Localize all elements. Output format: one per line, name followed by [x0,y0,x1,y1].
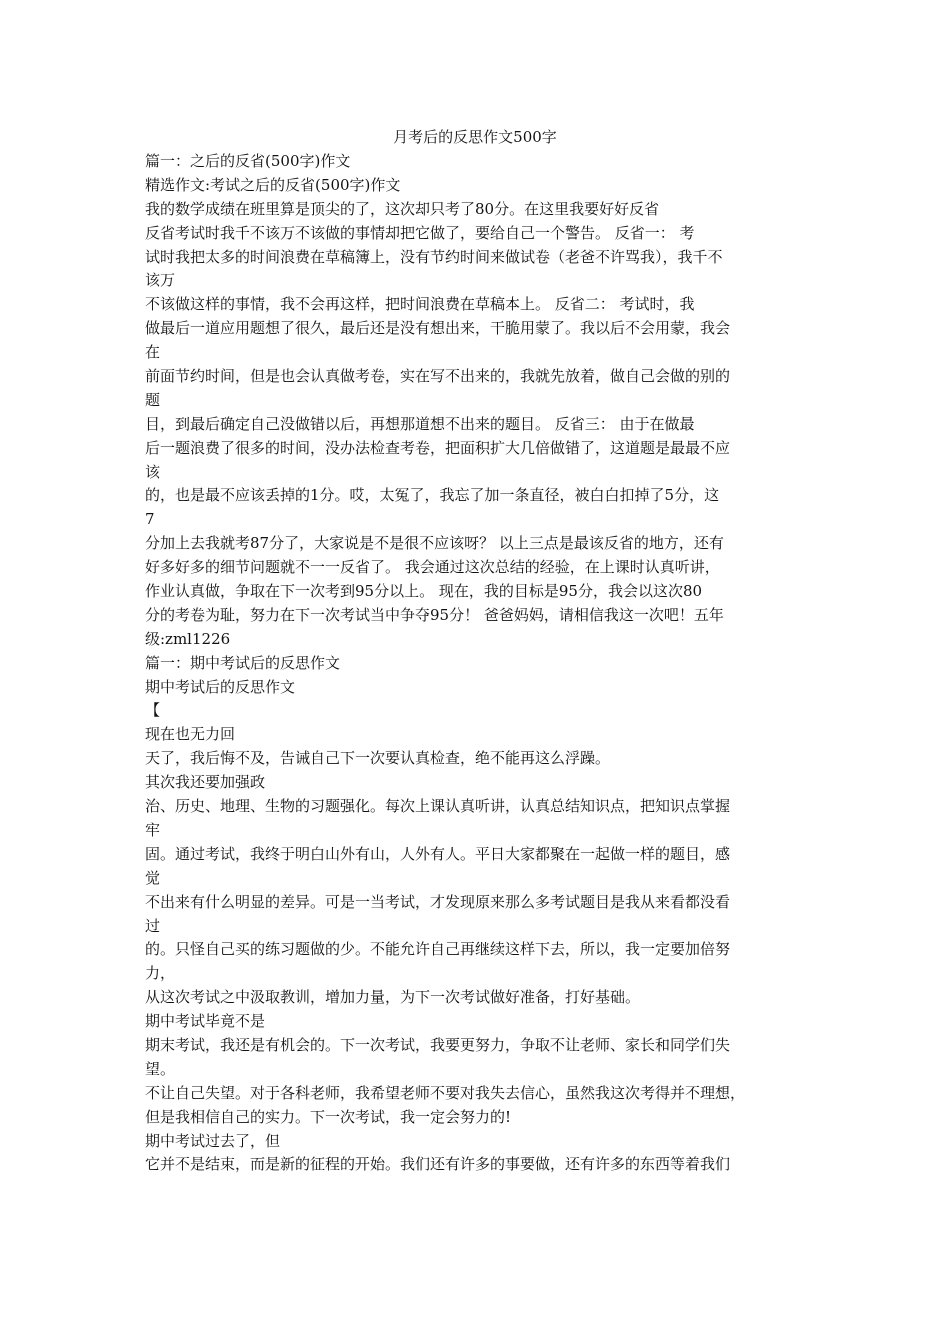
text-line: 但是我相信自己的实力。下一次考试，我一定会努力的! [145,1107,512,1126]
text-line: 分加上去我就考87分了，大家说是不是很不应该呀？ 以上三点是最该反省的地方，还有 [145,534,724,553]
text-line: 分的考卷为耻，努力在下一次考试当中争夺95分！ 爸爸妈妈，请相信我这一次吧！五年 [145,605,724,624]
text-line: 【 [145,701,161,720]
text-line: 前面节约时间，但是也会认真做考卷，实在写不出来的，我就先放着，做自己会做的别的 [145,367,731,386]
document-body [145,150,810,1177]
text-line: 反省考试时我千不该万不该做的事情却把它做了，要给自己一个警告。 反省一： 考 [145,223,695,242]
text-line: 在 [145,343,161,362]
text-line: 期中考试过去了，但 [145,1131,281,1150]
text-line: 期中考试毕竟不是 [145,1012,266,1031]
text-line: 望。 [145,1059,176,1078]
text-line: 篇一：之后的反省(500字)作文 [145,152,351,170]
text-line: 不该做这样的事情，我不会再这样，把时间浪费在草稿本上。 反省二： 考试时，我 [145,295,695,314]
text-line: 我的数学成绩在班里算是顶尖的了，这次却只考了80分。在这里我要好好反省 [145,199,660,218]
text-line: 精选作文:考试之后的反省(500字)作文 [145,175,401,194]
text-line: 试时我把太多的时间浪费在草稿簿上，没有节约时间来做试卷（老爸不许骂我），我千不 [145,247,723,266]
text-line: 好多好多的细节问题就不一一反省了。 我会通过这次总结的经验，在上课时认真听讲， [145,558,720,577]
text-line: 从这次考试之中汲取教训，增加力量，为下一次考试做好准备，打好基础。 [145,988,641,1007]
text-line: 觉 [145,868,161,887]
text-line: 题 [145,390,161,409]
text-line: 力， [145,964,176,983]
text-line: 该 [145,462,161,481]
text-line: 它并不是结束，而是新的征程的开始。我们还有许多的事要做，还有许多的东西等着我们 [145,1155,731,1174]
text-line: 后一题浪费了很多的时间，没办法检查考卷，把面积扩大几倍做错了，这道题是最最不应 [145,438,731,457]
text-line: 级:zml1226 [145,629,231,648]
text-line: 作业认真做，争取在下一次考到95分以上。 现在，我的目标是95分，我会以这次80 [145,582,703,601]
text-line: 期中考试后的反思作文 [145,677,296,696]
text-line: 现在也无力回 [145,725,236,744]
text-line: 篇一：期中考试后的反思作文 [145,653,341,672]
text-line: 治、历史、地理、生物的习题强化。每次上课认真听讲，认真总结知识点，把知识点掌握 [145,797,731,816]
text-line: 的，也是最不应该丢掉的1分。哎，太冤了，我忘了加一条直径，被白白扣掉了5分，这 [145,486,720,505]
text-line: 过 [145,916,161,935]
document-title: 月考后的反思作文500字 [393,128,557,146]
text-line: 该万 [145,271,176,290]
text-line: 期末考试，我还是有机会的。下一次考试，我要更努力，争取不让老师、家长和同学们失 [145,1035,731,1054]
text-line: 的。只怪自己买的练习题做的少。不能允许自己再继续这样下去，所以，我一定要加倍努 [145,940,731,959]
text-line: 7 [145,510,155,529]
text-line: 目，到最后确定自己没做错以后，再想那道想不出来的题目。 反省三： 由于在做最 [145,414,695,433]
text-line: 天了，我后悔不及，告诫自己下一次要认真检查，绝不能再这么浮躁。 [145,749,611,768]
text-line: 不让自己失望。对于各科老师，我希望老师不要对我失去信心，虽然我这次考得并不理想， [145,1083,746,1102]
text-line: 固。通过考试，我终于明白山外有山，人外有人。平日大家都聚在一起做一样的题目，感 [145,844,731,863]
text-line: 其次我还要加强政 [145,773,266,792]
text-line: 不出来有什么明显的差异。可是一当考试，才发现原来那么多考试题目是我从来看都没看 [145,892,731,911]
text-line: 牢 [145,820,161,839]
text-line: 做最后一道应用题想了很久，最后还是没有想出来，干脆用蒙了。我以后不会用蒙，我会 [145,319,731,338]
